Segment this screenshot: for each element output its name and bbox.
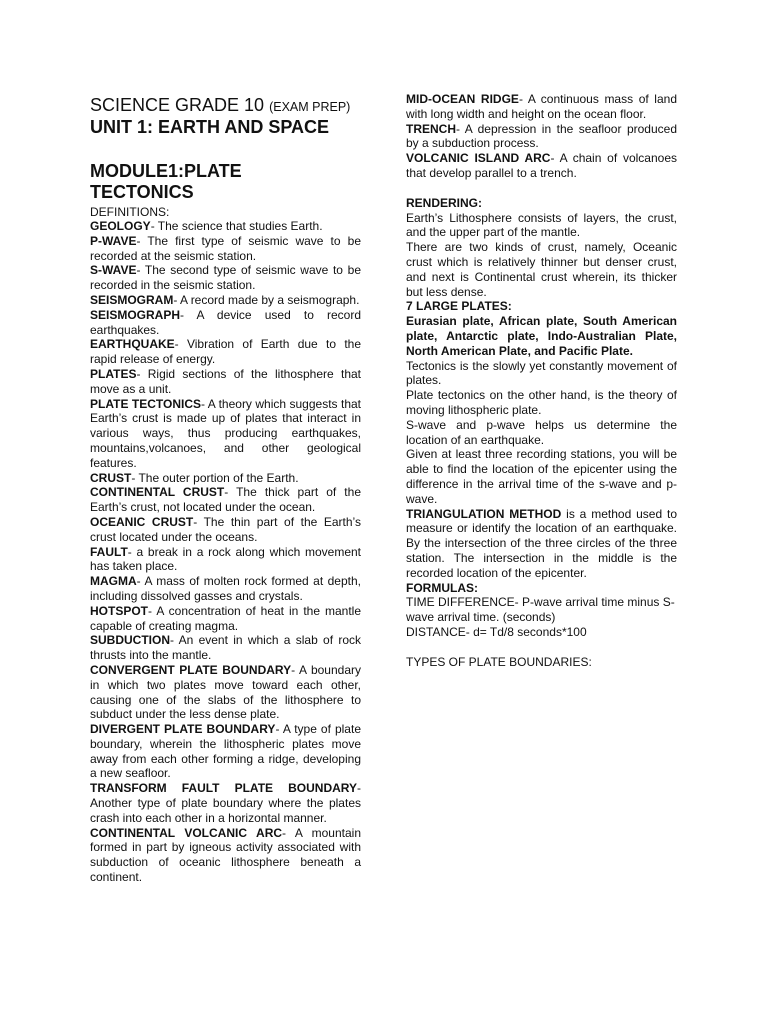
definition-term: GEOLOGY: [90, 219, 151, 233]
definition-term: SEISMOGRAPH: [90, 307, 181, 322]
definition-hotspot: [90, 604, 361, 634]
triangulation-method: [406, 507, 677, 581]
definition-text: - A continuous mass of land with long width and height on the ocean floor.: [406, 92, 677, 121]
definition-term: CONTINENTAL VOLCANIC ARC: [90, 825, 283, 840]
definition-text: - a break in a rock along which movement has taken place.: [90, 544, 361, 574]
definition-term: TRANSFORM FAULT PLATE BOUNDARY: [90, 781, 357, 796]
definition-text: - A mass of molten rock formed at depth, including dissolved gasses and crystals.: [90, 574, 361, 603]
formula-distance: DISTANCE- d= Td/8 seconds*100: [406, 624, 587, 639]
note-tectonics: Tectonics is the slowly yet constantly movement of plates.: [406, 358, 677, 388]
definition-fault: [90, 545, 361, 575]
subject-title: SCIENCE GRADE 10: [90, 95, 265, 115]
note-waves: S-wave and p-wave helps us determine the location of an earthquake.: [406, 417, 677, 447]
large-plates-heading: 7 LARGE PLATES:: [406, 299, 512, 314]
definition-term: EARTHQUAKE: [90, 337, 175, 352]
definition-text: is a method used to measure or identify the location of an earthquake. By the intersection of the three circles of the three station. The intersection in the middle is the recorded location of the epicenter.: [406, 506, 677, 580]
definition-text: - The second type of seismic wave to be recorded in the seismic station.: [90, 263, 361, 293]
definition-term: VOLCANIC ISLAND ARC: [406, 151, 551, 166]
definitions-label: DEFINITIONS:: [90, 205, 170, 219]
definition-volcanic-island-arc: [406, 151, 677, 181]
definition-text: - Vibration of Earth due to the rapid release of energy.: [90, 337, 361, 367]
definition-text: - The first type of seismic wave to be recorded at the seismic station.: [90, 233, 361, 263]
definition-term: HOTSPOT: [90, 603, 149, 618]
definition-subduction: [90, 633, 361, 663]
definition-text: - The thick part of the Earth’s crust, not located under the ocean.: [90, 485, 361, 515]
definition-text: - The outer portion of the Earth.: [131, 470, 299, 485]
definition-term: FAULT: [90, 544, 128, 559]
definition-seismogram: [90, 293, 361, 308]
definition-divergent-boundary: [90, 722, 361, 781]
rendering-paragraph-1: Earth’s Lithosphere consists of layers, the crust, and the upper part of the mantle.: [406, 210, 677, 240]
definition-term: CONVERGENT PLATE BOUNDARY: [90, 662, 292, 677]
module-title: MODULE1:PLATE TECTONICS: [90, 161, 242, 202]
definition-mid-ocean-ridge: [406, 92, 677, 122]
rendering-heading: RENDERING:: [406, 195, 483, 210]
definition-text: - A chain of volcanoes that develop parallel to a trench.: [406, 151, 677, 180]
definition-text: - The thin part of the Earth’s crust located under the oceans.: [90, 514, 361, 544]
definition-text: - Another type of plate boundary where the plates crash into each other in a horizontal manner.: [90, 781, 361, 825]
large-plates-list: Eurasian plate, African plate, South American plate, Antarctic plate, Indo-Australian Plate, North American Plate, and Pacific Plate.: [406, 314, 677, 358]
definition-text: - Rigid sections of the lithosphere that move as a unit.: [90, 366, 361, 396]
definition-convergent-boundary: [90, 663, 361, 722]
right-column: [406, 92, 677, 669]
definition-text: - A theory which suggests that Earth’s crust is made up of plates that interact in various ways, thus producing earthquakes, mountains,volcanoes, and other geological features.: [90, 396, 361, 470]
definition-term: S-WAVE: [90, 263, 137, 278]
definition-trench: [406, 122, 677, 152]
definition-term: OCEANIC CRUST: [90, 514, 194, 529]
definition-term: CONTINENTAL CRUST: [90, 485, 225, 500]
definition-s-wave: [90, 263, 361, 293]
definition-continental-crust: [90, 485, 361, 515]
definition-term: CRUST: [90, 470, 132, 485]
definition-term: SUBDUCTION: [90, 633, 170, 648]
definition-term: TRENCH: [406, 121, 456, 136]
definition-p-wave: [90, 234, 361, 264]
definition-crust: [90, 471, 361, 486]
definition-geology: [90, 219, 361, 234]
document-subject: [90, 95, 350, 116]
definition-term: MID-OCEAN RIDGE: [406, 92, 519, 106]
definition-transform-boundary: [90, 781, 361, 825]
definition-term: TRIANGULATION METHOD: [406, 506, 562, 521]
definition-text: - A type of plate boundary, wherein the lithospheric plates move away from each other forming a ridge, developing a new seafloor.: [90, 722, 361, 781]
definition-term: PLATES: [90, 366, 137, 381]
definition-continental-volcanic-arc: [90, 826, 361, 885]
definition-term: SEISMOGRAM: [90, 292, 174, 307]
unit-title: UNIT 1: EARTH AND SPACE: [90, 117, 330, 137]
definition-seismograph: [90, 308, 361, 338]
definition-term: DIVERGENT PLATE BOUNDARY: [90, 722, 276, 737]
definition-text: - An event in which a slab of rock thrusts into the mantle.: [90, 633, 361, 663]
definition-text: - The science that studies Earth.: [150, 219, 323, 233]
definition-text: - A record made by a seismograph.: [173, 292, 360, 307]
definition-magma: [90, 574, 361, 604]
definition-earthquake: [90, 337, 361, 367]
formula-time-difference: TIME DIFFERENCE- P-wave arrival time minus S-wave arrival time. (seconds): [406, 595, 675, 625]
definition-term: MAGMA: [90, 574, 137, 589]
note-epicenter: Given at least three recording stations, you will be able to find the location of the epicenter using the difference in the arrival time of the s-wave and p-wave.: [406, 447, 677, 506]
subject-note: (EXAM PREP): [269, 100, 351, 114]
definition-plate-tectonics: [90, 397, 361, 471]
note-plate-tectonics: Plate tectonics on the other hand, is the theory of moving lithospheric plate.: [406, 388, 677, 417]
rendering-paragraph-2: There are two kinds of crust, namely, Oceanic crust which is relatively thinner but denser crust, and next is Continental crust wherein, its thicker but less dense.: [406, 240, 677, 299]
definition-text: - A concentration of heat in the mantle capable of creating magma.: [90, 603, 361, 633]
definition-text: - A depression in the seafloor produced by a subduction process.: [406, 121, 677, 151]
definition-text: - A device used to record earthquakes.: [90, 307, 361, 337]
definition-plates: [90, 367, 361, 397]
spacer: [406, 181, 677, 196]
definition-term: PLATE TECTONICS: [90, 396, 202, 411]
spacer: [406, 640, 677, 655]
definition-term: P-WAVE: [90, 233, 137, 248]
formulas-heading: FORMULAS:: [406, 580, 478, 595]
plate-boundaries-heading: TYPES OF PLATE BOUNDARIES:: [406, 654, 592, 669]
definition-text: - A boundary in which two plates move toward each other, causing one of the slabs of the lithosphere to subduct under the less dense plate.: [90, 662, 361, 722]
definition-oceanic-crust: [90, 515, 361, 545]
definition-text: - A mountain formed in part by igneous activity associated with subduction of oceanic lithosphere beneath a continent.: [90, 825, 361, 885]
left-definitions-list: [90, 219, 361, 885]
